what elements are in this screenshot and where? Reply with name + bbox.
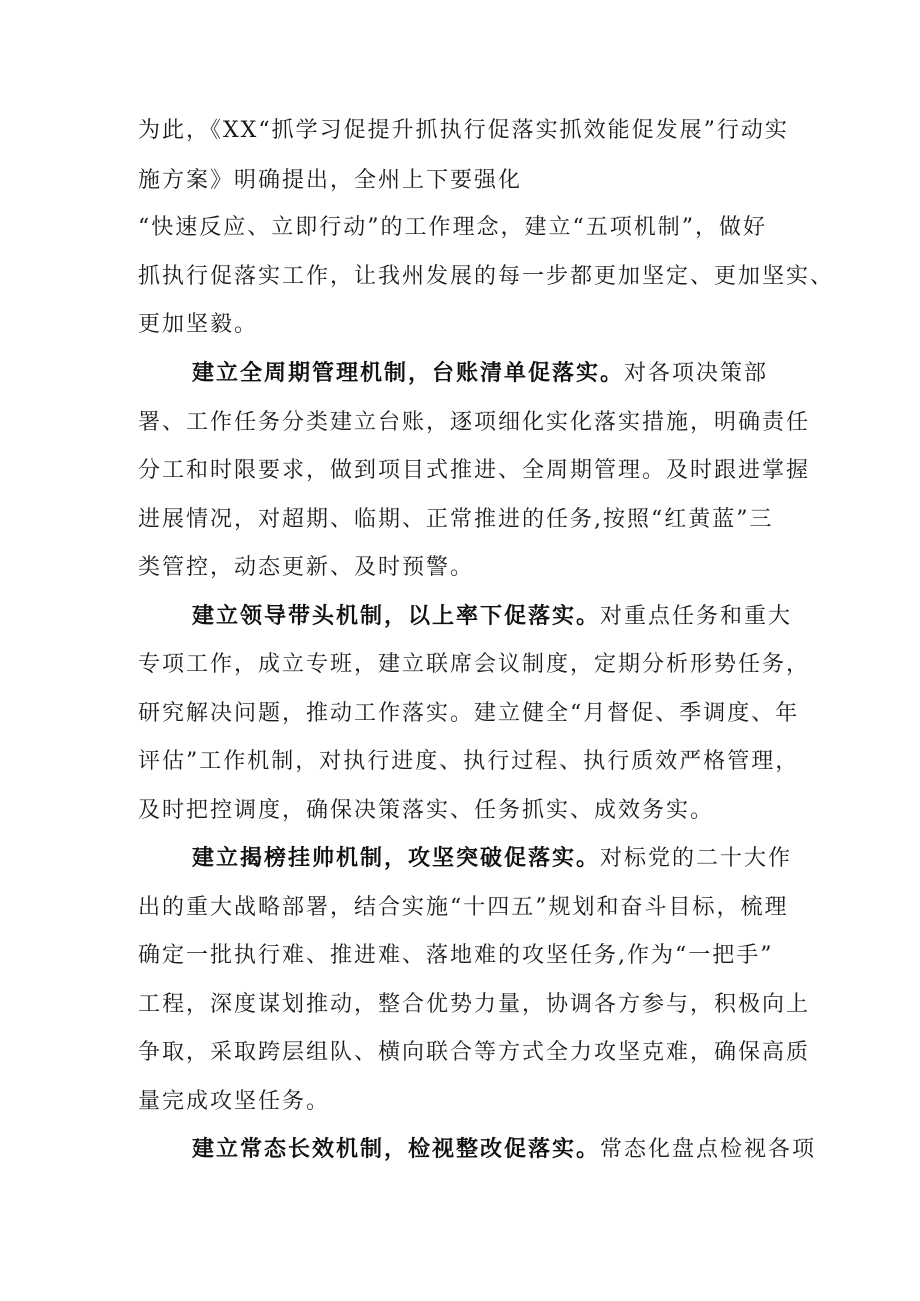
section-3-line-3: 确定一批执行难、推进难、落地难的攻坚任务,作为“一把手” — [138, 943, 774, 968]
section-1-line-3: 分工和时限要求，做到项目式推进、全周期管理。及时跟进掌握 — [138, 458, 811, 483]
section-2-line-3: 研究解决问题，推动工作落实。建立健全“月督促、季调度、年 — [138, 701, 800, 726]
section-1-first-line — [192, 359, 768, 389]
section-3-line-6: 量完成攻坚任务。 — [138, 1089, 331, 1114]
intro-line-3: “快速反应、立即行动”的工作理念，建立“五项机制”，做好 — [138, 215, 767, 240]
section-2-heading: 建立领导带头机制，以上率下促落实。 — [192, 604, 601, 629]
intro-line-1: 为此，《XX“抓学习促提升抓执行促落实抓效能促发展”行动实 — [138, 118, 789, 143]
section-3-line-2: 出的重大战略部署，结合实施“十四五”规划和奋斗目标，梳理 — [138, 895, 789, 920]
section-2-first-line — [192, 602, 792, 632]
section-2-line-4: 评估”工作机制，对执行进度、执行过程、执行质效严格管理， — [138, 749, 800, 774]
section-1-line-5: 类管控，动态更新、及时预警。 — [138, 555, 475, 580]
section-3-line-4: 工程，深度谋划推动，整合优势力量，协调各方参与，积极向上 — [138, 992, 811, 1017]
section-3-first-line — [192, 844, 792, 874]
section-4-first-line-rest: 常态化盘点检视各项 — [600, 1137, 817, 1162]
intro-line-5: 更加坚毅。 — [138, 312, 259, 337]
section-1-line-4: 进展情况，对超期、临期、正常推进的任务,按照“红黄蓝”三 — [138, 507, 774, 532]
section-1-heading: 建立全周期管理机制，台账清单促落实。 — [192, 361, 625, 386]
section-2-line-5: 及时把控调度，确保决策落实、任务抓实、成效务实。 — [138, 798, 715, 823]
section-2-first-line-rest: 对重点任务和重大 — [600, 604, 793, 629]
section-1-line-2: 署、工作任务分类建立台账，逐项细化实化落实措施，明确责任 — [138, 410, 811, 435]
section-3-heading: 建立揭榜挂帅机制，攻坚突破促落实。 — [192, 846, 601, 871]
section-4-first-line — [192, 1135, 816, 1165]
intro-line-4: 抓执行促落实工作，让我州发展的每一步都更加坚定、更加坚实、 — [138, 264, 835, 289]
intro-line-2: 施方案》明确提出，全州上下要强化 — [138, 168, 523, 193]
section-1-first-line-rest: 对各项决策部 — [624, 361, 769, 386]
section-2-line-2: 专项工作，成立专班，建立联席会议制度，定期分析形势任务， — [138, 652, 811, 677]
section-3-first-line-rest: 对标党的二十大作 — [600, 846, 793, 871]
section-3-line-5: 争取，采取跨层组队、横向联合等方式全力攻坚克难，确保高质 — [138, 1040, 811, 1065]
section-4-heading: 建立常态长效机制，检视整改促落实。 — [192, 1137, 601, 1162]
